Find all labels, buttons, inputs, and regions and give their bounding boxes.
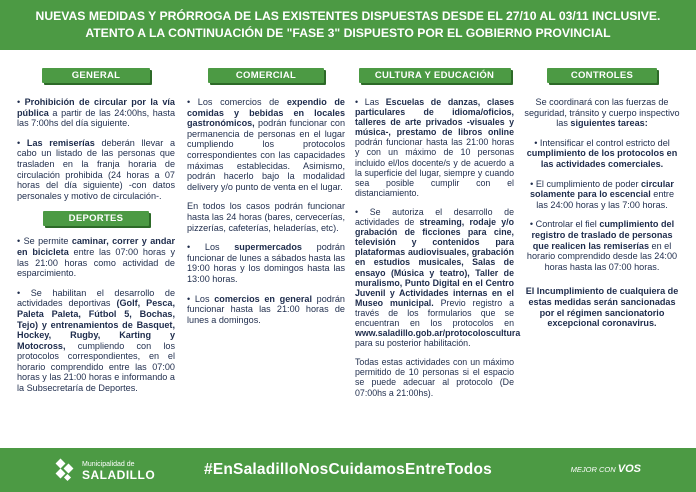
cultura-item-escuelas: • Las Escuelas de danzas, clases particulares de idioma/oficios, talleres de arte privados -visuales y música-, prestamo de libros online podrán funcionar hasta las 21:00 horas y con un máximo de 10 personas incluido el/los docente/s y de acuerdo a la superficie del lugar, siempre y cuando sea posible cumplir con el distanciamiento. — [355, 97, 515, 198]
comercial-item-supermercados: • Los supermercados podrán funcionar de lunes a sábados hasta las 19:00 horas y los domingos hasta las 13:00 horas. — [187, 242, 345, 284]
section-title-general: GENERAL — [42, 68, 150, 83]
footer-banner — [0, 448, 696, 492]
header-banner — [0, 0, 696, 50]
deportes-item-caminar: • Se permite caminar, correr y andar en bicicleta entre las 07:00 horas y las 21:00 horas como actividad de esparcimiento. — [17, 236, 175, 279]
comercial-item-general: • Los comercios en general podrán funcionar hasta las 21:00 horas de lunes a domingos. — [187, 293, 345, 325]
controles-final-note: El Incumplimiento de cualquiera de estas medidas serán sancionadas por el régimen sancionatorio excepcional coronavirus. — [525, 286, 679, 329]
controles-intro: Se coordinará con las fuerzas de seguridad, tránsito y cuerpo inspectivo las siguientes tareas: — [524, 97, 680, 129]
slogan: MEJOR CON VOS — [570, 463, 641, 475]
general-item-remiserias: • Las remiserías deberán llevar a cabo un listado de las personas que trasladen en la franja horaria de circulación prohibida (24 horas a 07 horas del día siguiente) -con datos personales y motivo de circulación-. — [17, 137, 176, 201]
controles-item-circular: • El cumplimiento de poder circular solamente para lo escencial entre las 24:00 horas y las 7:00 horas. — [529, 178, 675, 210]
header-line-1: NUEVAS MEDIDAS Y PRÓRROGA DE LAS EXISTENTES DISPUESTAS DESDE EL 27/10 AL 03/11 INCLUSIVE. — [35, 9, 661, 23]
controles-item-protocolos: • Intensificar el control estricto del cumplimiento de los protocolos en las actividades comerciales. — [526, 137, 678, 169]
protocol-link[interactable]: www.saladillo.gob.ar/protocoloscultura — [355, 328, 521, 339]
controles-item-remiserias: • Controlar el fiel cumplimiento del registro de traslado de personas que realicen las remiserías en el horario comprendido desde las 24:00 horas hasta las 07:00 horas. — [526, 219, 678, 272]
cultura-item-streaming: • Se autoriza el desarrollo de actividades de streaming, rodaje y/o grabación de ficciones para cine, televisión y contenidos para plataformas audiovisuales, grabación en estudios musicales, Salas de ensayo (Música y teatro), Taller de muralismo, Punto Digital en el Centro Juvenil y Actividades internas en el Museo municipal. Previo registro a través de los formularios que se encuentran en los protocolos en www.saladillo.gob.ar/protocoloscultura para su posterior habilitación. — [355, 206, 521, 349]
logo-big-text: SALADILLO — [82, 468, 156, 482]
general-item-circulacion: • Prohibición de circular por la vía pública a partir de las 24:00hs, hasta las 7:00hs del día siguiente. — [17, 97, 175, 129]
comercial-item-gastronomicos: • Los comercios de expendio de comidas y bebidas en locales gastronómicos, podrán funcionar con permanencia de personas en el lugar cumpliendo los protocolos correspondientes con las capacidades máximas establecidas. Asimismo, podrán hacerlo bajo la modalidad delivery y/o punto de venta en el lugar. — [187, 97, 345, 192]
deportes-item-actividades: • Se habilitan el desarrollo de actividades deportivas (Golf, Pesca, Paleta Paleta, Fútbol 5, Bochas, Tejo) y entrenamientos de Basquet, Hockey, Rugby, Karting y Motocross, cumpliendo con los protocolos correspondientes, en el horario comprendido entre las 07:00 horas y las 21:00 horas e informando a la Subsecretaría de Deportes. — [17, 287, 176, 394]
header-line-2: ATENTO A LA CONTINUACIÓN DE "FASE 3" DISPUESTO POR EL GOBIERNO PROVINCIAL — [85, 26, 611, 40]
section-title-deportes: DEPORTES — [43, 211, 149, 226]
cultura-item-maximo: Todas estas actividades con un máximo permitido de 10 personas si el espacio se puede adecuar al protocolo (De 07:00hs a 21:00hs). — [355, 357, 514, 398]
column-cultura — [355, 68, 521, 407]
column-controles — [524, 68, 680, 338]
logo-small-text: Municipalidad de — [82, 461, 135, 468]
comercial-item-horario: En todos los casos podrán funcionar hasta las 24 horas (bares, cervecerías, pizzerías, cafeterías, heladerías, etc). — [187, 201, 345, 233]
section-title-comercial: COMERCIAL — [208, 68, 324, 83]
campaign-hashtag: #EnSaladilloNosCuidamosEntreTodos — [204, 461, 492, 478]
column-comercial — [187, 68, 345, 334]
section-title-controles: CONTROLES — [547, 68, 657, 83]
section-title-cultura: CULTURA Y EDUCACIÓN — [359, 68, 511, 83]
column-general — [17, 68, 175, 403]
